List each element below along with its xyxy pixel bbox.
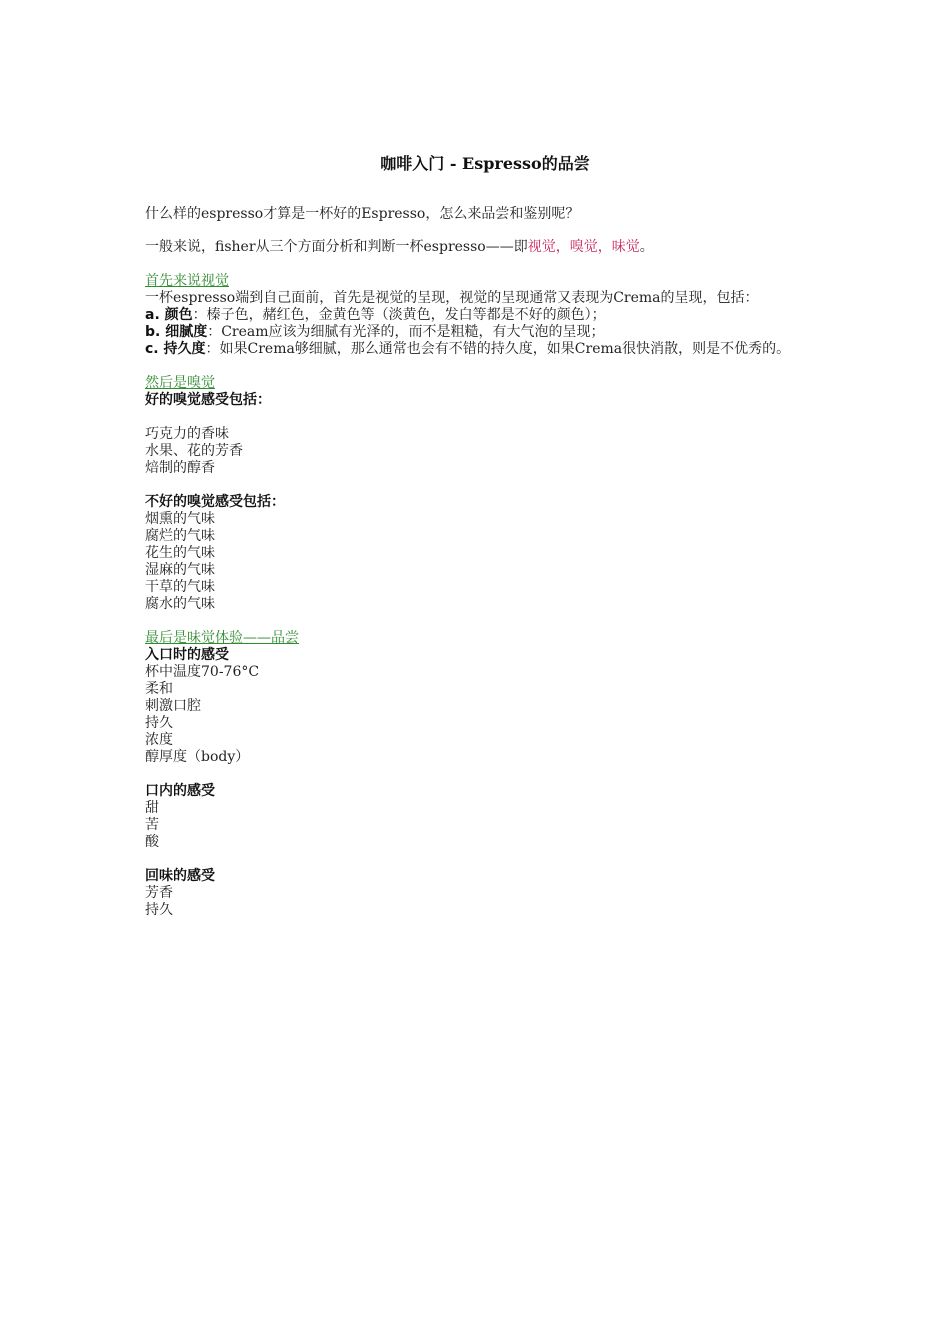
taste-after-title: 回味的感受 bbox=[145, 868, 215, 884]
list-item: 刺激口腔 bbox=[145, 698, 201, 714]
visual-item-c bbox=[145, 341, 825, 358]
taste-mouth-title: 口内的感受 bbox=[145, 783, 215, 799]
visual-item-a bbox=[145, 307, 825, 324]
list-item: 甜 bbox=[145, 800, 159, 816]
taste-entry-title: 入口时的感受 bbox=[145, 647, 229, 663]
intro-question: 什么样的espresso才算是一杯好的Espresso，怎么来品尝和鉴别呢？ bbox=[145, 206, 580, 222]
list-item: 醇厚度（body） bbox=[145, 749, 250, 765]
item-a-label: a. 颜色 bbox=[145, 307, 193, 323]
visual-item-b bbox=[145, 324, 825, 341]
list-item: 腐水的气味 bbox=[145, 596, 215, 612]
intro-senses: 视觉，嗅觉，味觉 bbox=[527, 239, 640, 255]
smell-bad-title: 不好的嗅觉感受包括： bbox=[145, 494, 285, 510]
list-item: 芳香 bbox=[145, 885, 173, 901]
item-b-text: ：Cream应该为细腻有光泽的，而不是粗糙，有大气泡的呈现； bbox=[207, 324, 605, 340]
document-title bbox=[145, 150, 825, 178]
list-item: 持久 bbox=[145, 715, 173, 731]
list-item: 烟熏的气味 bbox=[145, 511, 215, 527]
list-item: 酸 bbox=[145, 834, 159, 850]
list-item: 持久 bbox=[145, 902, 173, 918]
list-item: 苦 bbox=[145, 817, 159, 833]
title-text: 咖啡入门 - Espresso的品尝 bbox=[380, 154, 590, 173]
taste-heading-link[interactable]: 最后是味觉体验——品尝 bbox=[145, 630, 299, 646]
list-item: 腐烂的气味 bbox=[145, 528, 215, 544]
visual-heading-link[interactable]: 首先来说视觉 bbox=[145, 273, 229, 289]
visual-description: 一杯espresso端到自己面前，首先是视觉的呈现，视觉的呈现通常又表现为Crema的呈现，包括： bbox=[145, 290, 759, 306]
smell-good-title: 好的嗅觉感受包括： bbox=[145, 392, 271, 408]
list-item: 干草的气味 bbox=[145, 579, 215, 595]
item-c-text: ：如果Crema够细腻，那么通常也会有不错的持久度，如果Crema很快消散，则是不优秀的。 bbox=[205, 341, 791, 357]
item-b-label: b. 细腻度 bbox=[145, 324, 208, 340]
item-c-label: c. 持久度 bbox=[145, 341, 206, 357]
list-item: 柔和 bbox=[145, 681, 173, 697]
list-item: 水果、花的芳香 bbox=[145, 443, 243, 459]
document-content bbox=[145, 150, 825, 919]
intro-prefix: 一般来说，fisher从三个方面分析和判断一杯espresso——即 bbox=[145, 239, 528, 255]
list-item: 花生的气味 bbox=[145, 545, 215, 561]
intro-statement bbox=[145, 239, 825, 256]
intro-suffix: 。 bbox=[639, 239, 654, 255]
list-item: 湿麻的气味 bbox=[145, 562, 215, 578]
smell-heading-link[interactable]: 然后是嗅觉 bbox=[145, 375, 215, 391]
list-item: 杯中温度70-76°C bbox=[145, 664, 260, 680]
item-a-text: ：榛子色，赭红色，金黄色等（淡黄色，发白等都是不好的颜色）； bbox=[192, 307, 606, 323]
list-item: 巧克力的香味 bbox=[145, 426, 229, 442]
list-item: 焙制的醇香 bbox=[145, 460, 215, 476]
list-item: 浓度 bbox=[145, 732, 173, 748]
